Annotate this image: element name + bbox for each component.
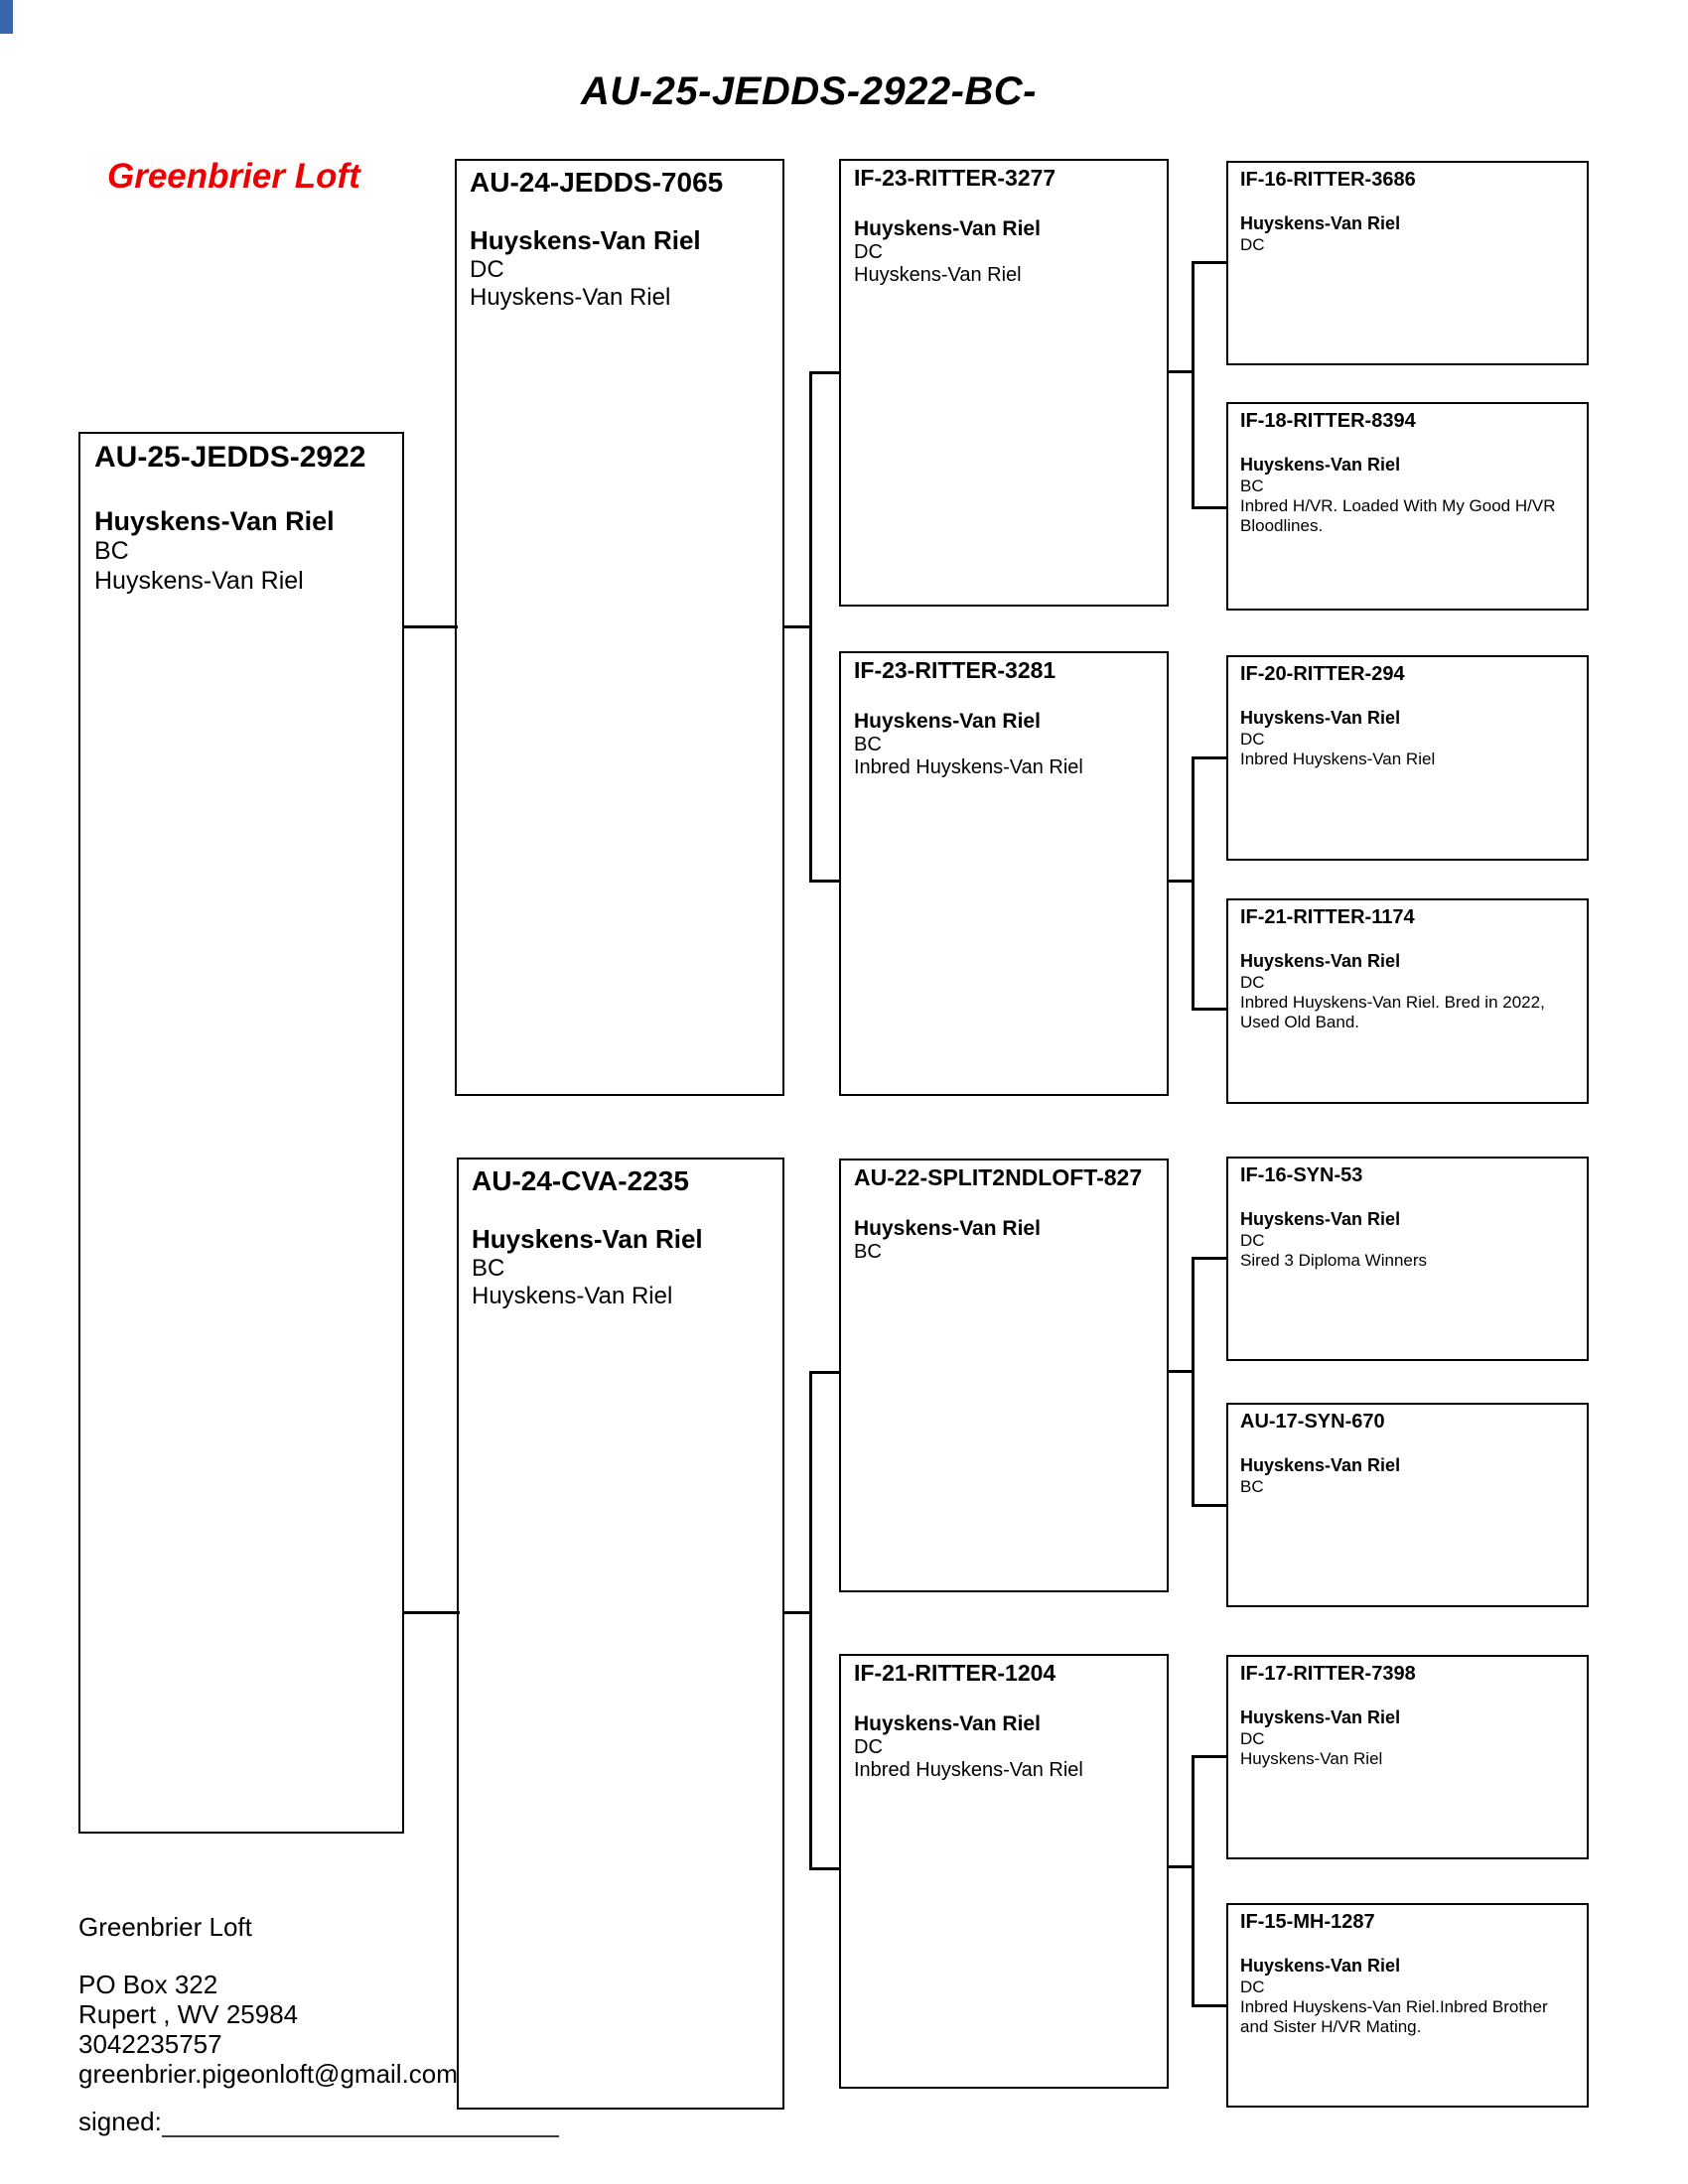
note-line: Huyskens-Van Riel — [854, 264, 1022, 287]
pedigree-box-dds — [1226, 1655, 1589, 1859]
pedigree-box-sdd — [1226, 898, 1589, 1104]
pedigree-box-ssd — [1226, 402, 1589, 611]
pedigree-box-sire-sire — [839, 159, 1169, 607]
connector-line — [809, 371, 812, 883]
signed-label: signed: — [78, 2107, 162, 2136]
color-line: DC — [1240, 1230, 1265, 1250]
connector-line — [1192, 1504, 1226, 1507]
connector-line — [1192, 2004, 1226, 2007]
color-line: DC — [1240, 729, 1265, 749]
pedigree-box-sds — [1226, 655, 1589, 861]
connector-line — [404, 625, 458, 628]
band-number: IF-20-RITTER-294 — [1240, 663, 1405, 685]
note-line: Huyskens-Van Riel — [470, 284, 671, 312]
pedigree-box-dss — [1226, 1157, 1589, 1361]
band-number: IF-17-RITTER-7398 — [1240, 1663, 1416, 1685]
band-number: AU-24-CVA-2235 — [472, 1165, 689, 1196]
color-line: BC — [1240, 476, 1264, 495]
pedigree-box-sire-dam — [839, 651, 1169, 1096]
band-number: AU-24-JEDDS-7065 — [470, 167, 724, 198]
strain-name: Huyskens-Van Riel — [1240, 455, 1401, 475]
strain-name: Huyskens-Van Riel — [854, 1711, 1041, 1735]
connector-line — [809, 1371, 839, 1374]
strain-name: Huyskens-Van Riel — [854, 216, 1041, 240]
pedigree-box-dam-dam — [839, 1654, 1169, 2089]
corner-mark — [0, 0, 13, 34]
address-line-1: PO Box 322 — [78, 1970, 218, 1999]
pedigree-box-ddd — [1226, 1903, 1589, 2108]
band-number: IF-18-RITTER-8394 — [1240, 410, 1416, 432]
note-line: Inbred Huyskens-Van Riel. Bred in 2022, Used Old Band. — [1240, 992, 1545, 1031]
color-line: BC — [854, 733, 882, 755]
strain-name: Huyskens-Van Riel — [94, 506, 335, 536]
color-line: DC — [1240, 1728, 1265, 1748]
connector-line — [1192, 1008, 1226, 1011]
connector-line — [809, 1867, 839, 1870]
color-line: BC — [94, 537, 129, 566]
note-line: Inbred Huyskens-Van Riel — [1240, 749, 1436, 768]
color-line: DC — [1240, 972, 1265, 992]
connector-line — [784, 625, 812, 628]
pedigree-box-sire — [455, 159, 784, 1096]
band-number: AU-17-SYN-670 — [1240, 1411, 1385, 1433]
phone-number: 3042235757 — [78, 2029, 222, 2059]
strain-name: Huyskens-Van Riel — [1240, 951, 1401, 971]
note-line: Sired 3 Diploma Winners — [1240, 1250, 1428, 1270]
band-number: AU-22-SPLIT2NDLOFT-827 — [854, 1164, 1143, 1190]
pedigree-box-dam-sire — [839, 1159, 1169, 1592]
strain-name: Huyskens-Van Riel — [854, 1216, 1041, 1240]
strain-name: Huyskens-Van Riel — [1240, 1707, 1401, 1727]
note-line: Huyskens-Van Riel — [472, 1283, 673, 1310]
strain-name: Huyskens-Van Riel — [472, 1223, 703, 1254]
loft-name: Greenbrier Loft — [107, 157, 360, 196]
band-number: IF-15-MH-1287 — [1240, 1911, 1375, 1933]
color-line: BC — [854, 1240, 882, 1263]
contact-block — [78, 1912, 458, 2089]
connector-line — [1192, 1755, 1195, 2007]
strain-name: Huyskens-Van Riel — [470, 224, 701, 255]
note-line: Huyskens-Van Riel — [1240, 1748, 1383, 1768]
pedigree-box-dsd — [1226, 1403, 1589, 1607]
pedigree-box-subject — [78, 432, 404, 1834]
connector-line — [1192, 756, 1226, 759]
connector-line — [1192, 506, 1226, 509]
connector-line — [1192, 1755, 1226, 1758]
strain-name: Huyskens-Van Riel — [854, 709, 1041, 733]
connector-line — [1192, 756, 1195, 1011]
strain-name: Huyskens-Van Riel — [1240, 1209, 1401, 1229]
note-line: Inbred Huyskens-Van Riel — [854, 756, 1083, 779]
strain-name: Huyskens-Van Riel — [1240, 213, 1401, 233]
color-line: DC — [1240, 1977, 1265, 1996]
strain-name: Huyskens-Van Riel — [1240, 1956, 1401, 1976]
page-title: AU-25-JEDDS-2922-BC- — [581, 69, 1038, 113]
connector-line — [1192, 1257, 1226, 1260]
note-line: Huyskens-Van Riel — [94, 566, 304, 595]
connector-line — [809, 1371, 812, 1870]
signature-row — [78, 2107, 559, 2137]
connector-line — [1192, 1257, 1195, 1507]
color-line: BC — [472, 1254, 505, 1282]
footer-loft-name: Greenbrier Loft — [78, 1912, 252, 1942]
color-line: DC — [854, 1735, 883, 1758]
note-line: Inbred Huyskens-Van Riel.Inbred Brother and Sister H/VR Mating. — [1240, 1996, 1548, 2036]
note-line: Inbred H/VR. Loaded With My Good H/VR Bloodlines. — [1240, 495, 1556, 535]
connector-line — [1192, 261, 1195, 509]
band-number: IF-16-SYN-53 — [1240, 1164, 1363, 1186]
spacer — [78, 1942, 458, 1970]
note-line: Inbred Huyskens-Van Riel — [854, 1759, 1083, 1782]
band-number: IF-23-RITTER-3281 — [854, 657, 1056, 683]
signature-line — [162, 2112, 559, 2137]
strain-name: Huyskens-Van Riel — [1240, 1455, 1401, 1475]
connector-line — [784, 1611, 812, 1614]
connector-line — [809, 880, 839, 883]
pedigree-box-sss — [1226, 161, 1589, 365]
connector-line — [809, 371, 839, 374]
connector-line — [404, 1611, 460, 1614]
address-line-2: Rupert , WV 25984 — [78, 1999, 299, 2029]
connector-line — [1192, 261, 1226, 264]
strain-name: Huyskens-Van Riel — [1240, 708, 1401, 728]
color-line: BC — [1240, 1476, 1264, 1496]
email-address: greenbrier.pigeonloft@gmail.com — [78, 2059, 458, 2089]
band-number: AU-25-JEDDS-2922 — [94, 441, 366, 474]
band-number: IF-21-RITTER-1174 — [1240, 906, 1415, 928]
band-number: IF-21-RITTER-1204 — [854, 1660, 1056, 1686]
color-line: DC — [1240, 234, 1265, 254]
band-number: IF-23-RITTER-3277 — [854, 165, 1056, 191]
color-line: DC — [854, 240, 883, 263]
color-line: DC — [470, 255, 504, 283]
pedigree-box-dam — [457, 1158, 784, 2110]
band-number: IF-16-RITTER-3686 — [1240, 169, 1416, 191]
